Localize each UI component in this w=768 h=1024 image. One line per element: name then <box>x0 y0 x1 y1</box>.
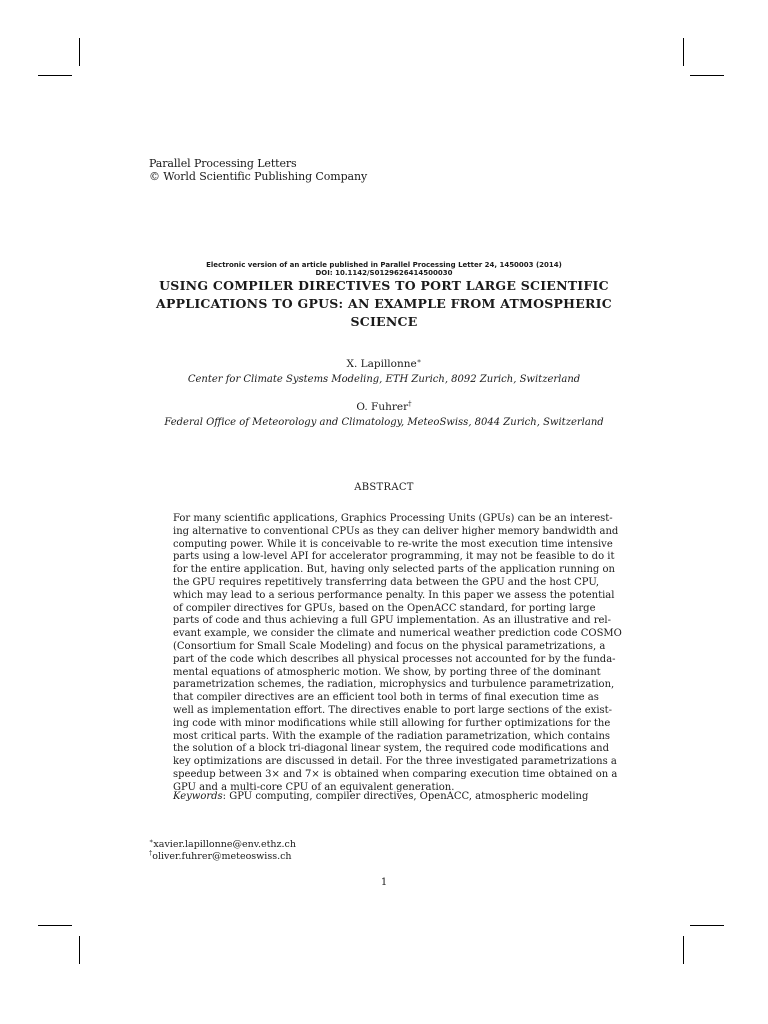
footnote-mark: † <box>149 849 153 857</box>
paper-title <box>120 277 648 331</box>
keywords <box>173 791 588 802</box>
abstract-line: well as implementation effort. The directives enable to port large sections of the exist- <box>173 704 613 716</box>
author-1-affiliation: Center for Climate Systems Modeling, ETH Zurich, 8092 Zurich, Switzerland <box>187 374 581 385</box>
footnote <box>149 851 296 863</box>
keywords-text: : GPU computing, compiler directives, OpenACC, atmospheric modeling <box>222 791 589 802</box>
title-line: SCIENCE <box>350 314 418 329</box>
abstract-line: parts using a low-level API for accelerator programming, it may not be feasible to do it <box>173 551 615 563</box>
abstract-line: most critical parts. With the example of the radiation parametrization, which contains <box>173 730 611 742</box>
crop-mark <box>683 936 684 964</box>
doi-line: DOI: 10.1142/S0129626414500030 <box>315 269 453 277</box>
abstract-line: key optimizations are discussed in detail. For the three investigated parametrizations a <box>173 756 617 768</box>
abstract-line: the solution of a block tri-diagonal linear system, the required code modifications and <box>173 743 610 755</box>
journal-header <box>149 157 367 183</box>
crop-mark <box>38 925 72 926</box>
abstract-body <box>173 513 622 795</box>
abstract-line: mental equations of atmospheric motion. We show, by porting three of the dominant <box>173 666 601 678</box>
abstract-line: evant example, we consider the climate and numerical weather prediction code COSMO <box>173 628 622 640</box>
abstract-line: that compiler directives are an efficient tool both in terms of final execution time as <box>173 692 599 704</box>
abstract-line: the GPU requires repetitively transferring data between the GPU and the host CPU, <box>173 576 600 588</box>
abstract-line: ing code with minor modifications while still allowing for further optimizations for the <box>173 717 611 729</box>
author-2-affiliation: Federal Office of Meteorology and Climatology, MeteoSwiss, 8044 Zurich, Switzerland <box>164 417 604 428</box>
abstract-line: which may lead to a serious performance penalty. In this paper we assess the potential <box>173 589 615 601</box>
publication-note <box>0 261 768 277</box>
abstract-line: for the entire application. But, having only selected parts of the application running on <box>173 564 615 576</box>
page-number: 1 <box>380 877 388 888</box>
abstract-line: (Consortium for Small Scale Modeling) and focus on the physical parametrizations, a <box>173 640 606 652</box>
crop-mark <box>79 936 80 964</box>
footnote-email: xavier.lapillonne@env.ethz.ch <box>153 839 296 850</box>
abstract-line: computing power. While it is conceivable to re-write the most execution time intensive <box>173 538 613 550</box>
crop-mark <box>690 925 724 926</box>
abstract-line: For many scientific applications, Graphics Processing Units (GPUs) can be an interest- <box>173 513 613 524</box>
crop-mark <box>79 38 80 66</box>
footnote-mark: ∗ <box>149 837 154 845</box>
publisher-line: © World Scientific Publishing Company <box>149 170 368 183</box>
abstract-line: parametrization schemes, the radiation, microphysics and turbulence parametrization, <box>173 679 615 691</box>
footnote-mark: ∗ <box>416 357 422 365</box>
journal-name: Parallel Processing Letters <box>149 157 297 170</box>
abstract-line: part of the code which describes all physical processes not accounted for by the funda- <box>173 653 616 665</box>
abstract-line: parts of code and thus achieving a full GPU implementation. As an illustrative and rel- <box>173 615 611 627</box>
author-2 <box>0 401 768 413</box>
crop-mark <box>683 38 684 66</box>
abstract-line: of compiler directives for GPUs, based on the OpenACC standard, for porting large <box>173 602 596 614</box>
footnote <box>149 839 296 851</box>
footnote-email: oliver.fuhrer@meteoswiss.ch <box>152 851 292 862</box>
abstract-line: GPU and a multi-core CPU of an equivalent generation. <box>173 781 455 793</box>
keywords-label: Keywords <box>173 791 223 802</box>
title-line: APPLICATIONS TO GPUS: AN EXAMPLE FROM ATMOSPHERIC <box>156 296 612 311</box>
abstract-line: speedup between 3× and 7× is obtained when comparing execution time obtained on a <box>173 768 618 780</box>
footnotes <box>149 839 296 863</box>
abstract-line: ing alternative to conventional CPUs as they can deliver higher memory bandwidth and <box>173 525 619 537</box>
abstract-heading: ABSTRACT <box>354 482 414 493</box>
crop-mark <box>690 75 724 76</box>
crop-mark <box>38 75 72 76</box>
author-name: X. Lapillonne <box>346 358 417 370</box>
publication-note-line: Electronic version of an article published in Parallel Processing Letter 24, 1450003 (2014) <box>206 261 562 269</box>
title-line: USING COMPILER DIRECTIVES TO PORT LARGE SCIENTIFIC <box>159 278 609 293</box>
author-name: O. Fuhrer <box>356 401 409 413</box>
author-1 <box>0 358 768 370</box>
footnote-mark: † <box>408 400 412 408</box>
